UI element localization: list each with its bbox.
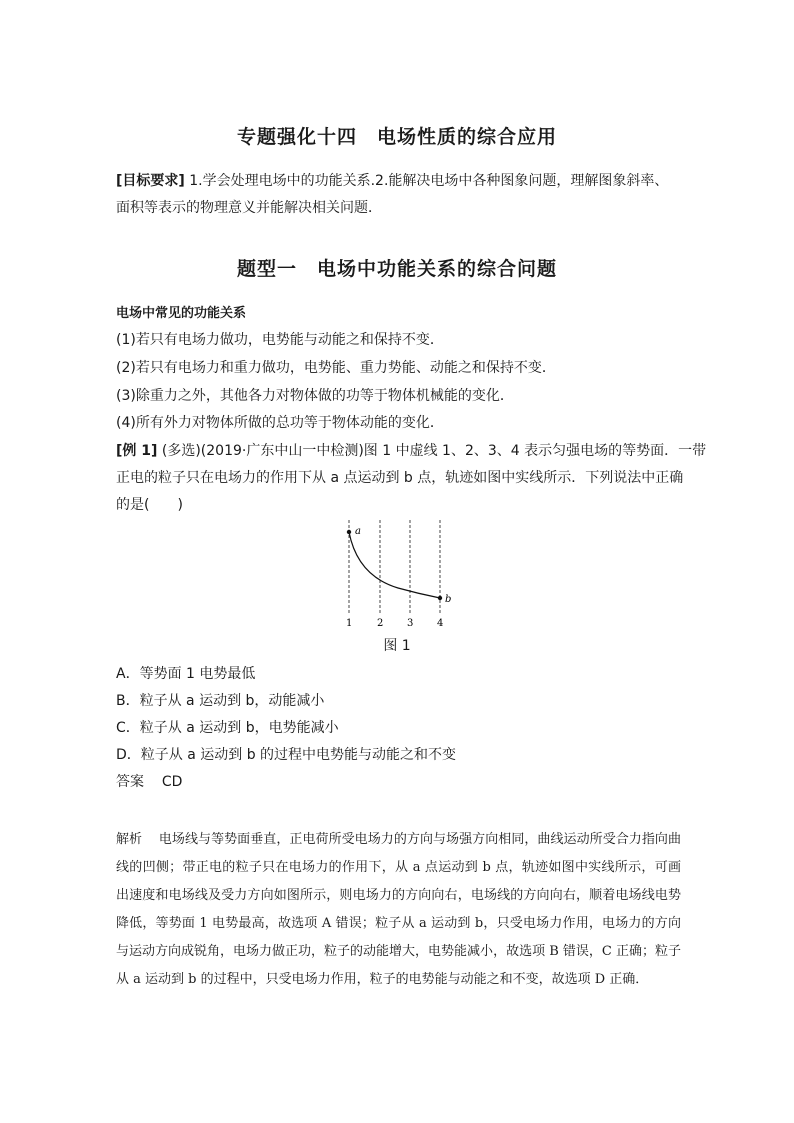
figure-caption: 图 1 [383,638,411,654]
option-d: D．粒子从 a 运动到 b 的过程中电势能与动能之和不变 [116,747,457,763]
explain-text: 电场线与等势面垂直，正电荷所受电场力的方向与场强方向相同，曲线运动所受合力指向曲线的凹侧；带正电的粒子只在电场力的作用下，从 a 点运动到 b 点，轨迹如图中实线所示，可画出速度和电场线及受力方向如图所示，则电场力的方向向右，电场线的方向向右，顺着电场线电势降低，等势面 1 电势最高，故选项 A 错误；粒子从 a 运动到 b，只受电场力作用，电场力的方向与运动方向成锐角，电场力做正功，粒子的动能增大，电势能减小，故选项 B 错误，C 正确；粒子从 a 运动到 b 的过程中，只受电场力作用，粒子的电势能与动能之和不变，故选项 D 正确． [116,832,681,987]
point-a-dot [347,530,351,534]
relation-item-1: (1)若只有电场力做功，电势能与动能之和保持不变． [116,332,444,348]
example-tag: [例 1] [116,443,158,459]
relations-heading: 电场中常见的功能关系 [116,306,247,321]
option-b: B．粒子从 a 运动到 b，动能减小 [116,693,325,709]
relation-item-3: (3)除重力之外，其他各力对物体做的功等于物体机械能的变化． [116,388,514,404]
relation-item-2: (2)若只有电场力和重力做功，电势能、重力势能、动能之和保持不变． [116,360,556,376]
option-c: C．粒子从 a 运动到 b，电势能减小 [116,720,339,736]
line-label-4: 4 [437,618,444,629]
point-a-label: a [355,526,361,537]
answer-line [116,771,182,791]
line-label-2: 2 [377,618,384,629]
goal-text: 1.学会处理电场中的功能关系.2.能解决电场中各种图象问题，理解图象斜率、面积等表示的物理意义并能解决相关问题． [116,173,669,216]
trajectory-curve [349,532,440,598]
equipotential-figure [326,518,466,630]
line-label-1: 1 [346,618,353,629]
line-label-3: 3 [407,618,414,629]
answer-label: 答案 [116,774,144,790]
relation-item-4: (4)所有外力对物体所做的总功等于物体动能的变化． [116,415,444,431]
answer-value: CD [161,774,183,790]
point-b-label: b [445,594,452,605]
point-b-dot [438,596,442,600]
explanation [116,826,681,994]
example-text-1: (多选)(2019·广东中山一中检测)图 1 中虚线 1、2、3、4 表示匀强电场的等势面．一带 [161,443,707,459]
section-title: 题型一 电场中功能关系的综合问题 [236,258,557,280]
example-line-3: 的是( ) [116,497,183,513]
example-line-2: 正电的粒子只在电场力的作用下从 a 点运动到 b 点，轨迹如图中实线所示．下列说法中正确 [116,470,684,486]
explain-label: 解析 [116,832,143,847]
example-line-1 [116,440,706,460]
learning-goals [116,168,681,222]
page-title: 专题强化十四 电场性质的综合应用 [236,126,557,148]
goal-tag: [目标要求] [116,173,185,189]
option-a: A．等势面 1 电势最低 [116,666,256,682]
